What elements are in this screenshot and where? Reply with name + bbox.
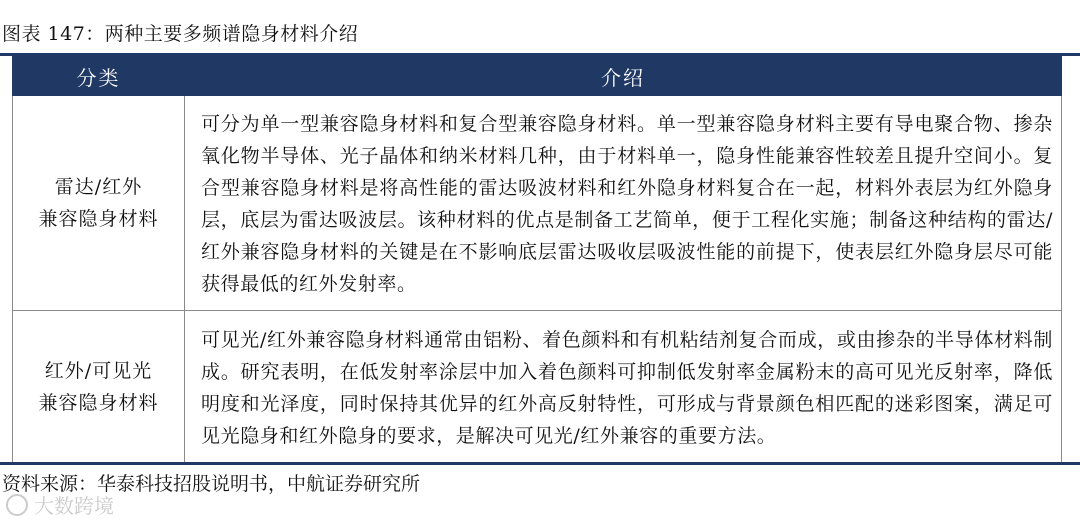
watermark-logo-icon bbox=[6, 494, 28, 516]
header-description: 介绍 bbox=[185, 57, 1062, 96]
row-description: 可见光/红外兼容隐身材料通常由铝粉、着色颜料和有机粘结剂复合而成，或由掺杂的半导体材料制成。研究表明，在低发射率涂层中加入着色颜料可抑制低发射率金属粉末的高可见光反射率，降低明度和光泽度，同时保持其优异的红外高反射特性，可形成与背景颜色相匹配的迷彩图案，满足可见光隐身和红外隐身的要求，是解决可见光/红外兼容的重要方法。 bbox=[185, 311, 1062, 464]
table-row bbox=[13, 311, 1062, 464]
bottom-rule bbox=[0, 462, 1080, 465]
watermark-text: 大数跨境 bbox=[34, 494, 114, 518]
table-row bbox=[13, 96, 1062, 311]
header-category: 分类 bbox=[13, 57, 185, 96]
category-label: 红外/可见光 兼容隐身材料 bbox=[38, 360, 159, 414]
row-description: 可分为单一型兼容隐身材料和复合型兼容隐身材料。单一型兼容隐身材料主要有导电聚合物、掺杂氧化物半导体、光子晶体和纳米材料几种，由于材料单一，隐身性能兼容性较差且提升空间小。复合型兼容隐身材料是将高性能的雷达吸波材料和红外隐身材料复合在一起，材料外表层为红外隐身层，底层为雷达吸波层。该种材料的优点是制备工艺简单，便于工程化实施；制备这种结构的雷达/红外兼容隐身材料的关键是在不影响底层雷达吸收层吸波性能的前提下，使表层红外隐身层尽可能获得最低的红外发射率。 bbox=[185, 96, 1062, 311]
source-note: 资料来源：华泰科技招股说明书，中航证券研究所 bbox=[2, 473, 421, 495]
row-category bbox=[13, 96, 185, 311]
row-category bbox=[13, 311, 185, 464]
materials-table bbox=[12, 56, 1062, 464]
table-header-row bbox=[13, 57, 1062, 96]
category-label: 雷达/红外 兼容隐身材料 bbox=[38, 176, 159, 230]
watermark bbox=[6, 490, 114, 519]
figure-title: 图表 147：两种主要多频谱隐身材料介绍 bbox=[2, 23, 359, 45]
